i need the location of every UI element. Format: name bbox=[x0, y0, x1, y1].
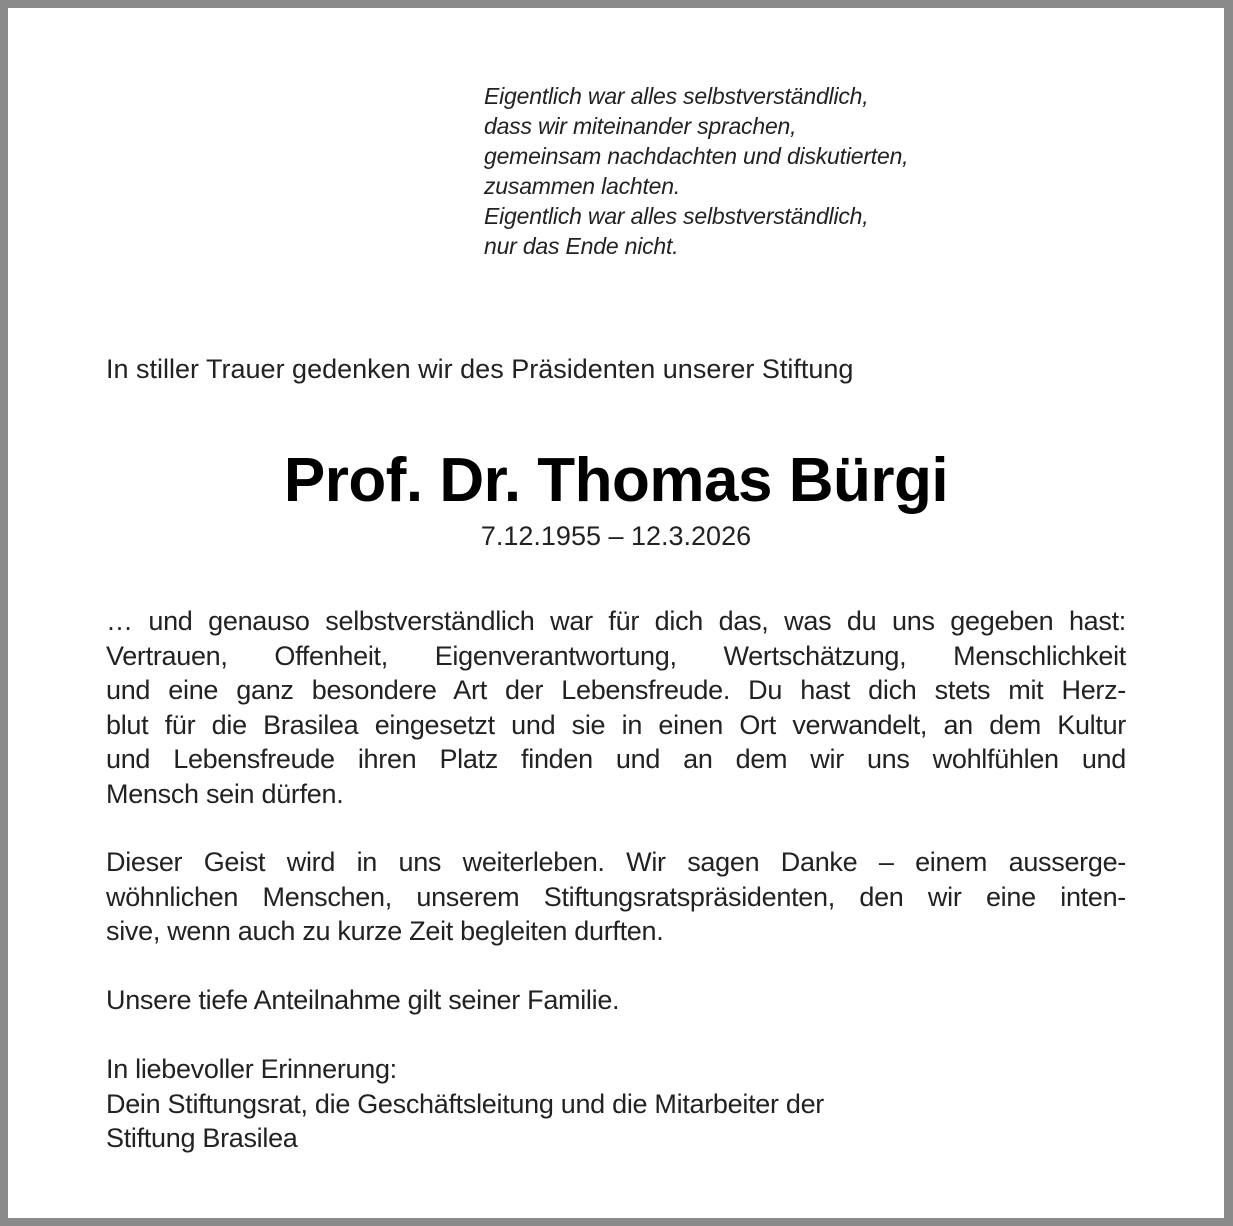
closing-line: Dein Stiftungsrat, die Geschäftsleitung und die Mitarbeiter der bbox=[106, 1088, 824, 1119]
intro-text: In stiller Trauer gedenken wir des Präsidenten unserer Stiftung bbox=[106, 354, 854, 384]
paragraph-line: sive, wenn auch zu kurze Zeit begleiten durften. bbox=[106, 916, 664, 946]
paragraph-line: Vertrauen, Offenheit, Eigenverantwortung, Wertschätzung, Menschlichkeit bbox=[106, 640, 1126, 671]
poem-line: zusammen lachten. bbox=[484, 173, 681, 199]
obituary-page bbox=[8, 8, 1224, 1218]
closing-line: Stiftung Brasilea bbox=[106, 1123, 298, 1153]
paragraph-line: wöhnlichen Menschen, unserem Stiftungsratspräsidenten, den wir eine inten- bbox=[106, 881, 1126, 912]
condolence-paragraph bbox=[106, 983, 1126, 1018]
poem bbox=[484, 81, 908, 261]
paragraph-line: Dieser Geist wird in uns weiterleben. Wir sagen Danke – einem ausserge- bbox=[106, 847, 1126, 877]
paragraph-line: blut für die Brasilea eingesetzt und sie in einen Ort verwandelt, an dem Kultur bbox=[106, 709, 1126, 740]
thanks-paragraph bbox=[106, 845, 1126, 949]
paragraph-line: und Lebensfreude ihren Platz finden und an dem wir uns wohlfühlen und bbox=[106, 744, 1126, 774]
poem-line: Eigentlich war alles selbstverständlich, bbox=[484, 83, 869, 109]
paragraph-line: … und genauso selbstverständlich war für dich das, was du uns gegeben hast: bbox=[106, 606, 1126, 636]
poem-line: Eigentlich war alles selbstverständlich, bbox=[484, 203, 869, 229]
deceased-name: Prof. Dr. Thomas Bürgi bbox=[283, 446, 949, 515]
paragraph-line: und eine ganz besondere Art der Lebensfreude. Du hast dich stets mit Herz- bbox=[106, 675, 1126, 705]
paragraph-line: Unsere tiefe Anteilnahme gilt seiner Familie. bbox=[106, 985, 620, 1015]
poem-line: dass wir miteinander sprachen, bbox=[484, 113, 797, 139]
closing-signature bbox=[106, 1052, 1126, 1156]
closing-line: In liebevoller Erinnerung: bbox=[106, 1054, 397, 1084]
poem-line: gemeinsam nachdachten und diskutierten, bbox=[484, 143, 909, 169]
poem-line: nur das Ende nicht. bbox=[484, 233, 679, 259]
tribute-paragraph bbox=[106, 604, 1126, 811]
life-dates: 7.12.1955 – 12.3.2026 bbox=[480, 521, 752, 551]
paragraph-line: Mensch sein dürfen. bbox=[106, 778, 344, 809]
